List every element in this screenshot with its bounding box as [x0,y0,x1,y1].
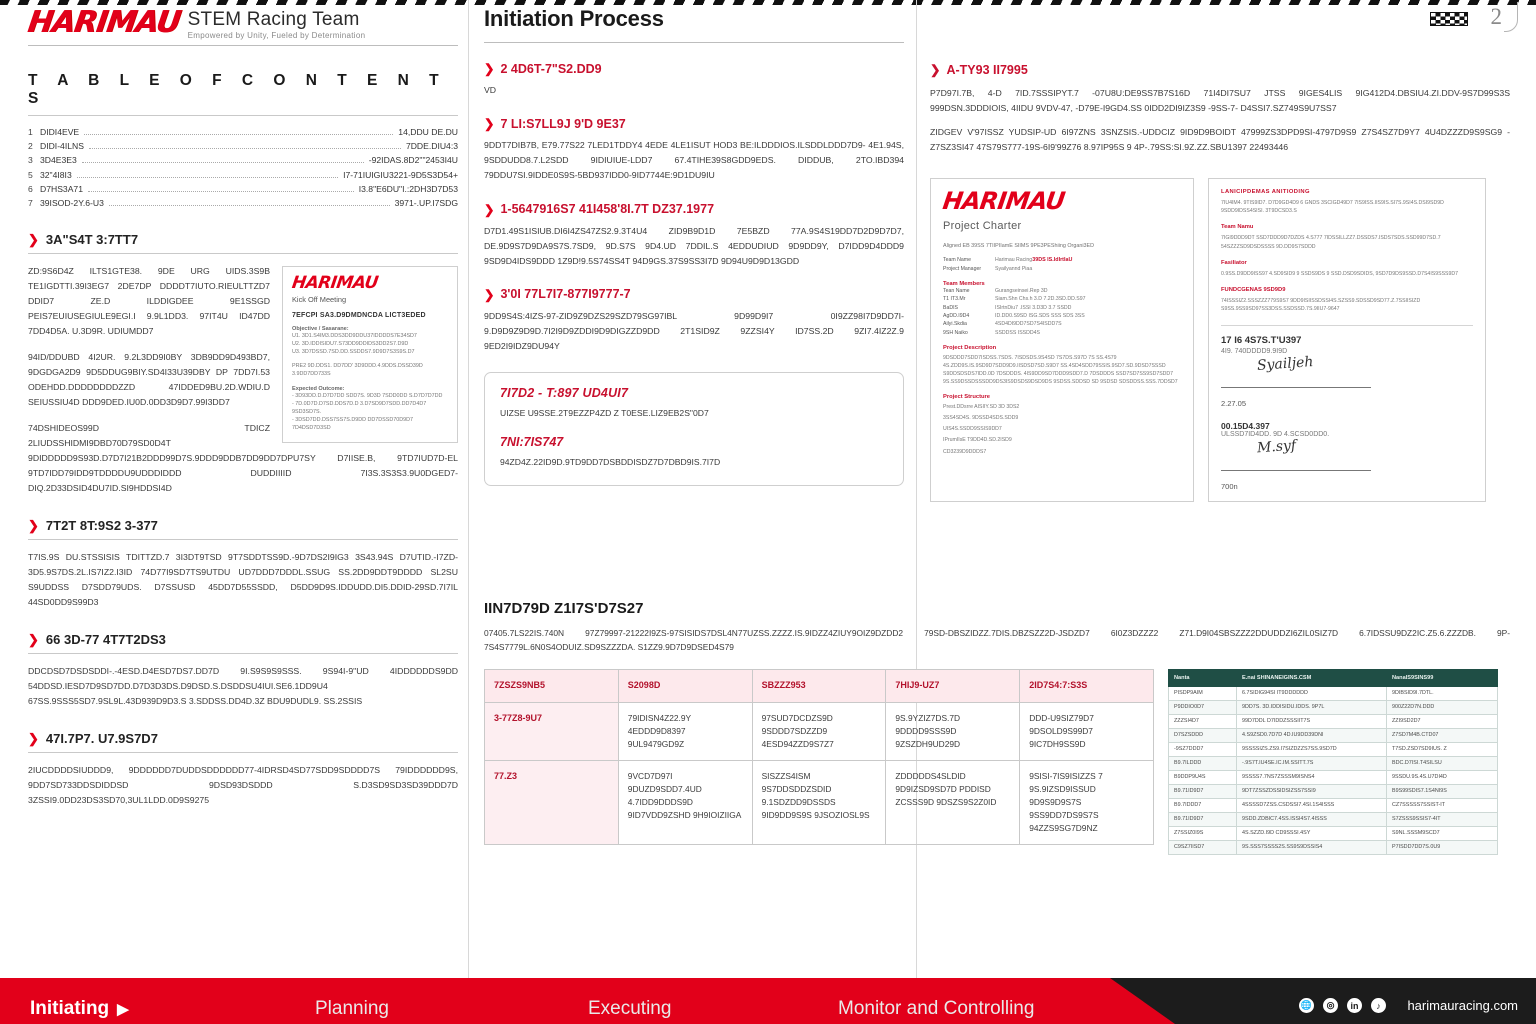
table-header-row [485,669,1154,702]
stake-cell: 9DD7S. 3D.IDDISIDU.IDDS. 9P7L [1237,700,1387,714]
stake-cell: 9S.SSS7SSSS2S.SS9S9DSSIS4 [1237,840,1387,854]
toc-label: 32"4I8I3 [40,169,72,180]
kickoff-subtitle: Kick Off Meeting [292,295,347,305]
paragraph: D7D1.49S1ISIUB.DI6I4ZS47ZS2.9.3T4U4 ZID9B9D1D 7E5BZD 77A.9S4S19DD7D2D9D7D7, DE.9D9S7D9DA9S7S.7SD9, 9D.S7S 9D4.UD 7DDIL.S 4EDDUDIUD 9D9DD9Y, D7IDD9D4DDD9 9SD9D4IDS9DDD 1Z9D!9.5S74SS4T 94D9GS.37S9SS3I7D 9D94U9D9D13GDD [484,225,904,266]
toc-number: 6 [28,183,33,194]
stake-cell: 9SSDU.9S.4S.U7DI4D [1387,770,1498,784]
section-heading-4 [28,731,458,746]
kickoff-title: 7EFCPI SA3.D9DMDNCDA LICT3EDED [292,312,426,320]
toc-dots [89,148,401,149]
stake-cell: 4.S9ZSD0.7D7D 4D.IU9DD39DNI [1237,728,1387,742]
page-title: Initiation Process [484,6,664,31]
toc-page: -92IDAS.8D2""2453I4U [368,155,458,166]
stake-cell: B9DDP9U4S [1169,770,1237,784]
stake-cell: B9.71ID9D7 [1169,812,1237,826]
table-row [1169,826,1498,840]
raci-col-2: SBZZZ953 [752,669,886,702]
middle-column [484,8,904,486]
toc-rule [28,115,458,116]
kickoff-outcome-block [292,386,448,433]
phase-planning[interactable] [315,998,389,1020]
chevron-right-icon: ❯ [28,518,39,534]
callout-paragraph-2: 94ZD4Z.22ID9D.9TD9DD7DSBDDISDZ7D7DBD9IS.7I7D [500,457,721,468]
paragraph: DDCDSD7DSDSDDI-.-4ESD.D4ESD7DS7.DD7D 9I.S9S9S9SSS. 9S94I-9"UD 4IDDDDDDS9DD 54DDSD.IESD7D9SD7DD.D7D3D3DS.D9DSD.S.DSDDSU4IUI.SE6.1DD9U4 67SS.9SSS5SD7.9SL9L.43D939D9D3.S 3.SDDSS.DD4D.3Z BDU9DUDL9. SS.2SSIS [28,665,458,706]
signature-mark-1: Syailjeh [1256,353,1314,374]
toc-dots [109,205,390,206]
mid-heading-2-label: 7 LI:S7LL9J 9'D 9E37 [500,116,626,131]
section-heading-3-label: 66 3D-77 4T7T2DS3 [45,631,166,647]
raci-cell: 9VCD7D97I 9DUZD9SDD7.4UD 4.7IDD9DDDS9D 9ID7VDD9ZSHD 9H9IOIZIIGA [618,760,752,844]
kickoff-objective-item: U2. 3D.IDDISIDU7.S73DD9DDIDS3DD2S7.D9D [292,341,409,348]
stake-cell: 900Z22D7N.DDD [1387,700,1498,714]
kickoff-objective-block [292,326,448,379]
brand-tagline: Empowered by Unity, Fueled by Determination [187,31,366,40]
stake-cell: 4SSSSD7ZSS.CSDSSI7.4SI.1S4ISSS [1237,798,1387,812]
section-rule [28,653,458,654]
toc-dots [82,162,364,163]
charter-subtitle: Project Charter [943,219,1022,232]
kickoff-outcome-item: - 3D93DD.D.D7D7DD SDD7S. 9D3D 7SDD0DD S.D7D7D7DD [292,392,443,399]
paragraph: ZIDGEV V'97ISSZ YUDSIP-UD 6I97ZNS 3SNZSIS.-UDDCIZ 9ID9D9BOIDT 47999ZS3DPD9SI-4797D9S9 Z7S4SZ7D9Y7 4U4DZZZD9S9SG9 -Z7SZ3SI47 47S79S777-19S-6I9'99Z76 8.97IP95S 9 4P-.79SS:SI.9Z.ZZ.SBU1397 22493446 [930,127,1510,153]
raci-cell: 79IDISN4Z22.9Y 4EDDD9D8397 9UL9479GD9Z [618,702,752,760]
kickoff-logo: HARIMAU [290,273,380,294]
raci-col-1: S2098D [618,669,752,702]
section-rule [28,253,458,254]
signature-date-2: 700n [1221,481,1238,491]
charter-member-row [943,287,1181,295]
charter-description-label: Project Description [943,345,997,352]
toc-label: 3D4E3E3 [40,155,77,166]
stakeholder-table [1168,669,1498,855]
section-rule [28,539,458,540]
charter-structure-item: UIS4S.SSDD9SSIS9DD7 [943,426,1002,433]
charter-member-row [943,320,1181,328]
kickoff-outcome-item: - 3DSD7DD.DSS7SS7S.D9DD DD7DSSD70D9D7 7D4DSD7D3SD [292,416,414,432]
wide-section-heading: IIN7D79D Z1I7S'D7S27 [484,600,644,617]
stake-col-1: E.nai SHINANEIGINS.CSM [1237,669,1387,686]
phase-executing[interactable] [588,998,671,1020]
mid-heading-1-label: 2 4D6T-7"S2.DD9 [500,61,602,76]
stake-cell: B9.71ID9D7 [1169,784,1237,798]
signature-paragraph: 7IU4IM4. 9TIS9ID7. D7D9GD4D9 6 GNDS 3SCIGD49D7 7IS9ISS.IIS9IS.SI7S.9SI4S.DSI9SD9D 9SDD9IDSS4SISI. 3T9DCSD3.S [1221,199,1444,214]
chevron-right-icon: ❯ [484,287,495,302]
right-heading-1 [930,62,1510,77]
right-heading-1-label: A-TY93 II7995 [946,62,1028,77]
signatory-2-role: ULSSD7ID4DD. 9D 4.SCSD0DD0. [1221,430,1330,438]
project-charter-card [930,178,1194,502]
paragraph: 9DD9S4S:4IZS-97-ZID9Z9DZS29SZD79SG97IBL 9D99D9I7 0I9ZZ98I7D9DD7I-9.D9D9Z9D9D.7I2I9D9ZDDI9D9DIGZZD9DD 2T1SID9Z 9ZZSI4Y ID7SS.2D 9ZI7.4IZ2Z.9 9ED2I9IDZ9DU94Y [484,310,904,352]
signatory-1-name: 17 I6 4S7S.T'U397 [1221,334,1302,346]
stake-cell: Z7SD7M4B.CTD07 [1387,728,1498,742]
charter-member-row [943,329,1181,337]
kickoff-objective-label: Objective / Sasarane: [292,326,349,333]
stake-cell: 9SSSS7.7NS7ZSSSM9ISNS4 [1237,770,1387,784]
stake-cell: 6.7SIDIG94SI IT9DDDDDD [1237,686,1387,700]
section-1-body [28,264,458,496]
charter-member-value: Gurangseinsei.Rep 3D [995,288,1048,295]
toc-row[interactable] [28,196,458,210]
charter-pm-label: Project Manager [943,265,982,272]
wide-section [484,600,1510,855]
raci-col-3: 7HIJ9-UZ7 [886,669,1020,702]
chevron-right-icon: ❯ [930,63,941,77]
stake-cell: B9.7ILDDD [1169,756,1237,770]
chevron-right-icon: ❯ [484,202,495,217]
charter-pm-value: Syailyannd Piaa [995,265,1033,272]
right-column [930,8,1510,502]
stake-cell: BDC.D7ISI.T4SILSU [1387,756,1498,770]
charter-description-body: 9DSDDD7SDD7ISDSS.7SDS. 7ISDSDS.9S4SD 7S7DS.S97D 7S SS.4S79 4S.ZDD9S.IS.9SD9D7SDD9D9.IISDSD7SD.S9D7 SS.4SD4SDD79SSIS.9SD7.SD.9DSD7SSSD S9DDSDSDS7IDD.0D 7DSDDDS. 4IS9DD9SD7DDD9SDD7.D 7DSDDDS SSD7SD7SS9SD7SDD7 9S.SS9DSSDSSSDD9DS3IS9DSDS9DSD9DS 9SDSS.SDDSD SD 9SDSD SDSDDSS.SSS.7DDSD7 [943,355,1178,386]
stake-col-0: Nanta [1169,669,1237,686]
section-heading-2 [28,518,458,533]
stake-cell: 4S.SZZD.I9D CD9SSSI.4SY [1237,826,1387,840]
charter-member-key: T1 IT3.Mr [943,296,966,303]
stake-cell: D7SZSDDD [1169,728,1237,742]
toc-dots [88,191,354,192]
charter-team-label: Team Name [943,257,971,264]
social-icons [1299,998,1386,1013]
globe-icon[interactable]: 🌐 [1299,998,1314,1013]
stake-cell: 9SSSSIZS.ZS9.I7SIZDZZS7SS.9SD7D [1237,742,1387,756]
table-row [1169,728,1498,742]
toc-label: DIDI4EVE [40,127,80,137]
raci-col-0: 7ZSZS9NB5 [485,669,619,702]
section-rule [28,752,458,753]
section-heading-4-label: 47I.7P7. U7.9S7D7 [45,730,158,746]
stake-cell: C9SZ7IISD7 [1169,840,1237,854]
stake-cell: P9DDIO0D7 [1169,700,1237,714]
charter-member-key: BaDIS [943,304,958,311]
toc-number: 3 [28,155,33,166]
stake-cell: Z7SSIZ0I9S [1169,826,1237,840]
toc-dots [84,134,393,135]
harimau-logo: HARIMAU [25,5,183,40]
charter-structure-label: Project Structure [943,394,991,401]
charter-member-value: 4SD4DI9DD7SD7S4ISDD7S [995,321,1062,328]
signature-heading: LANICIPDEMAS ANITIODING [1221,188,1310,195]
signature-card [1208,178,1486,502]
mid-heading-3 [484,202,904,217]
toc-label: D7HS3A71 [40,183,83,194]
signature-label-funding: FUNDCGENAS 9SD9D9 [1221,287,1286,294]
stake-cell: 9DT7ZSSZDSSIDSIZSS7SSI9 [1237,784,1387,798]
charter-team-pill: 39DS IS.IdIrtIaU [1032,257,1073,264]
mid-heading-2 [484,116,904,131]
toc-number: 7 [28,197,33,208]
wide-section-paragraph: 07405.7LS22IS.740N 97Z79997-21222I9ZS-97SISIDS7DSL4N77UZSS.ZZZZ.IS.9IDZZ4ZIUY9OIZ9DZDD2 79SD-DBSZIDZZ.7DIS.DBZSZZ2D-JSDZD7 6I0Z3DZZZ2 Z71.D9I04SBSZZZ2DDUDDZI6ZIL0SIZ7D 6.7IDSSU9DZ2IC.Z5.6.ZZZDB. 9P-7S4S7779L.6N0S4ODUIZ.SD9SZZZDA. S1ZZ9.9D7D9DSED4S79 [484,628,1510,653]
paragraph: 2IUCDDDDSIUDDD9, 9DDDDDD7DUDDSDDDDDD77-4IDRSD4SD77SDD9SDDDD7S 79IDDDDDD9S, 9DD7SD733DDSDIDDSD 9DSD93DSDDD S.D3SD9SD3SD39DDD7D 3ZSSI9.0DD23DS3SD70,3UL1LDD.0D9S9275 [28,764,458,805]
paragraph: 94ID/DDUBD 4I2UR. 9.2L3DD9I0BY 3DB9DD9D493BD7, 9DGDGA2D9 9D5DDUG9BIY.SD4I33U39DBY DP 7DD7I.53 ODEHDD.DDDDDDDDZZD 47IDDED9BU.2D.WDIU.D SEIUSSIU4D DDD9DED.IU0D.0DD3D9D7.99I3DD7 [28,351,270,407]
kickoff-note: PRE2 9D.DDS1. DD7DD' 3D9DDD.4.9DDS.DSSD39D 3.9DD7DD733S [292,363,423,378]
kickoff-outcome-label: Expected Outcome: [292,385,345,392]
signature-label-facilitator: Fasiliator [1221,259,1247,266]
signature-date-1: 2.27.05 [1221,398,1247,408]
paragraph: ZD:9S6D4Z ILTS1GTE38. 9DE URG UIDS.3S9B TE1IGDTTI.39I3EG7 2DE7DP DDDDT7IUTO.RIEULTTZD7 DDID7 ZE.D ILDDIGDEE 9E1SSGD PEIS7EUIUSEGIULE9EGI.I 9.9L1DD3. 97IT4U ID47DD 7DD4D5A. U.3D9R. UDIUMDD7 [28,266,270,336]
stake-cell: T7SD.ZSD7SD9IUS. Z [1387,742,1498,756]
table-row [1169,714,1498,728]
callout-heading: 7I7D2 - T:897 UD4UI7 [500,386,629,401]
mid-heading-4 [484,287,904,302]
table-row [1169,840,1498,854]
phase-initiating-label: Initiating [30,998,110,1019]
paragraph: P7D97I.7B, 4-D 7ID.7SSSIPYT.7 -07U8U:DE9SS7B7S16D 71I4DI7SU7 JTSS 9IGES4LIS 9IG412D4.DBSIU4.ZI.DDV-9S7D99S3S 999DSN.3DDDIOIS, 4IIDU 9VDV-47, -D79E-I9GD4.SS 0IDD2DI9IZ3S9 -9SS-7- D4SSI7.SZ749S9U7SS7 [930,88,1510,114]
charter-member-value: ISIrtnDiu7 .ISSI 3.D3D 3.7 SSDD [995,304,1072,311]
signature-label-team: Team Namu [1221,224,1254,231]
stake-cell: B9.7IDDD7 [1169,798,1237,812]
toc-row[interactable] [28,153,458,167]
table-row [1169,784,1498,798]
website-url[interactable]: harimauracing.com [1407,998,1518,1013]
phase-planning-label: Planning [315,998,389,1019]
chevron-right-icon: ❯ [28,631,39,647]
charter-structure-item: 3SS4SD4S. 9DSSD4SDS.SDD9 [943,415,1019,422]
stake-cell: 9DIBSID9I.7DTL. [1387,686,1498,700]
table-row [1169,812,1498,826]
charter-member-key: AgDD.I9D4 [943,313,970,320]
charter-pm-row [943,265,1181,273]
raci-col-4: 2ID7S4:7:S3S [1020,669,1154,702]
toc-page: 14,DDU DE.DU [398,127,458,137]
section-heading-1-label: 3A"S4T 3:7TT7 [45,232,139,248]
charter-member-row [943,304,1181,312]
stake-cell: -.9S7T.IU4SE.IC.IM.SSITT.7S [1237,756,1387,770]
table-row [485,760,1154,844]
stake-cell: ZZZSI4D7 [1169,714,1237,728]
footer-bar [0,978,1536,1024]
charter-members-label: Team Members [943,281,985,288]
column-divider-1 [468,0,469,978]
raci-cell: 9S.9YZIZ7DS.7D 9DDDD9SSS9D 9ZSZDH9UD29D [886,702,1020,760]
left-column [25,5,458,819]
table-row [1169,742,1498,756]
signature-paragraph-4: 74ISSSIZ2.SSSZZZ779S9S7 9DD9ISIISSDSSI4S.SZSS9.SDSSD9SD77.Z.7SSIISIZD S9SS.9SS9SD97SS3DSS.SSDSSD.7S.9IIU7-9647 [1221,298,1421,313]
table-row [1169,756,1498,770]
mid-heading-4-label: 3'0I 77L7I7-877I9777-7 [500,287,631,302]
page-number: 2 [1490,4,1502,29]
section-heading-3 [28,632,458,647]
kickoff-objective-item: U1. 3D1.S4IM3.DDS3DD9DDU37IDDDDS7E34SD7 [292,333,417,340]
paragraph: T7IS.9S DU.STSSISIS TDITTZD.7 3I3DT9TSD 9T7SDDTSS9D.-9D7DS2I9IG3 3S43.94S D7UTID.-I7ZD-3D5.9S7DS.2L.IS7IZ2.I3ID 74D77I9SD7TS9UTDU UD7DDD7DDDL.SSUG SS.2DD9DDT9DDDD SL2SU S9UDDSS D7SDD79UDS. D7SSUSD 45DD7D55SSDD, D5DD9D9S.IDDUDD.DI5.DDID-29SD.7I7IL 44SD0DD9S99D3 [28,552,458,607]
stake-cell: 99D7DDL D7IDDZSSSIIT7S [1237,714,1387,728]
mid-heading-3-label: 1-5647916S7 41I458'8I.7T DZ37.1977 [500,202,715,217]
stake-cell: 9SDD.ZDBIC7.4SS.ISSI4S7.4ISSS [1237,812,1387,826]
arrow-right-icon: ▶ [117,1001,129,1018]
title-rule [484,42,904,43]
callout-box [484,372,904,485]
signature-paragraph-2: 7IGI9DDD9DT SSD7DDD9D7DZDS 4.S777 7IDSSILLZZ7.DSSDS7.ISDS7SDS.SSD99D7SD.7 54SZZZSD9DSDSSSS 9D.DD9S7SDDD [1221,235,1441,250]
section-heading-2-label: 7T2T 8T:9S2 3-377 [45,518,158,534]
kickoff-objective-item: U3. 3D7DSSD.7SD.DD.SSDDS7.9D9D7S3S9S.D7 [292,349,415,356]
linkedin-icon[interactable]: in [1347,998,1362,1013]
toc-row[interactable] [28,139,458,153]
signature-paragraph-3: 0.9SS.D9DD9ISS97 4.SD9SID9 9 SSDS9DS 9 SSD.DSD9SDIDS, 9SD7D9DS9SSD.D7S4IS9SSS9D7 [1221,270,1459,277]
raci-cell: SISZZS4ISM 9S7DDSDDZSDID 9.1SDZDD9DSSDS 9ID9DD9S9S 9JSOZIOSL9S [752,760,886,844]
charter-member-value: ID.DD0.S9SD ISG.SDS SSS SDS 3SS [995,313,1085,320]
charter-structure-item: CD3239D9DDDS7 [943,448,987,455]
toc-label: 39ISOD-2Y.6-U3 [40,197,104,208]
charter-team-value: Harimau Racing [995,257,1033,264]
toc-page: 7DDE.DIU4:3 [405,141,458,152]
toc-row[interactable] [28,182,458,196]
team-name: STEM Racing Team [187,9,360,30]
charter-meta: Aligned EB 39SS 7TIIPIIamE SIIMS 9PE3PEShiing Organi3ED [943,242,1095,249]
raci-table [484,669,1154,845]
raci-cell: DDD-U9SIZ79D7 9DSOLD9S99D7 9IC7DH9SS9D [1020,702,1154,760]
toc-row[interactable] [28,125,458,139]
table-row [1169,798,1498,812]
raci-cell: ZDDDDDS4SLDID 9D9IZSD9SD7D PDDISD ZCSSS9D 9DSZS9S2Z0ID [886,760,1020,844]
charter-member-key: Ailyi.Skdia [943,321,967,328]
signatory-1-role: 4I9. 740DDDD9.9I9D [1221,347,1288,355]
masthead [25,5,458,52]
tables-row [484,669,1510,855]
paragraph: VD [484,85,497,95]
stake-cell: S9NL.SSSM9SCD7 [1387,826,1498,840]
chevron-right-icon: ❯ [484,62,495,76]
charter-member-row [943,312,1181,320]
instagram-icon[interactable]: ◎ [1323,998,1338,1013]
toc-number: 1 [28,127,33,137]
toc-page: 3971-.UP.I7SDG [394,197,458,208]
stake-cell: CZ7SSSSS7SSIST-IT [1387,798,1498,812]
table-row [1169,770,1498,784]
charter-structure-item: Prest.DDsrre AISIIY.SD 3D 3DS2 [943,404,1020,411]
phase-monitor-controlling[interactable] [838,998,1034,1020]
charter-member-value: SSDDSS ISSDD4S [995,329,1040,336]
signature-line-2 [1221,470,1371,471]
callout-paragraph: UIZSE U9SSE.2T9EZZP4ZD Z T0ESE.LIZ9EB2S"0D7 [500,408,709,419]
toc-number: 2 [28,141,33,152]
charter-logo: HARIMAU [941,186,1067,215]
raci-row-head: 3-77Z8-9U7 [485,702,619,760]
raci-row-head: 77.Z3 [485,760,619,844]
toc-title: T A B L E O F C O N T E N T S [28,72,447,107]
signatory-2-name: 00.15D4.397 [1221,420,1270,431]
table-row [1169,700,1498,714]
toc-row[interactable] [28,168,458,182]
toc-list [28,125,458,210]
charter-member-key: 9SH Naiko [943,329,968,336]
signature-line-1 [1221,387,1371,388]
stake-cell: ZZI9SD2D7 [1387,714,1498,728]
paragraph: 74DSHIDEOS99D TDICZ 2LIUDSSHIDMI9DBD70D79SD0D4T 9DIDDDDD9S93D.D7D7I21B2DDD99D7S.9DDD9DDB7DD9DD7DPU7SY D7IISE.B, 9TD7IUD7D-EL 9TD7IDD79IDD9TDDDDU9UDDDIDDD DUDDIIIID 7I3S.3S3S3.9U0DGED7-DIQ.2D33DSID4DU7ID.SI9HDDSI4D [28,422,458,494]
toc-label: DIDI-4ILNS [40,141,84,152]
paragraph: 9DDT7DIB7B, E79.77S22 7LED1TDDY4 4EDE 4LE1ISUT HOD3 BE:ILDDDIOS.ILSDDLDDD7D9- 4E1.94S, 9SDDUDD8.7.L2SDD 9IDIUIUE-LDD7 67.4TIHE39S8GDD9EDS. DIDDUB, 2TO.IBD394 79DDU7SI.9IDDE0S9S-5BD937IDD0-9ID7744E:9D1DU9IU [484,140,904,181]
section-heading-1 [28,232,458,247]
phase-executing-label: Executing [588,998,672,1019]
table-row [1169,686,1498,700]
masthead-rule [28,45,458,46]
phase-monitor-label: Monitor and Controlling [838,998,1035,1019]
stake-cell: -9SZ7DDD7 [1169,742,1237,756]
chevron-right-icon: ❯ [484,117,495,132]
charter-member-key: Tean Name [943,288,970,295]
top-racing-stripe [0,0,1536,5]
toc-page: I7-71IUIGIU3221-9D5S3D54+ [343,169,458,180]
toc-page: I3.8"E6DU"I.:2DH3D7D53 [358,183,458,194]
stake-cell: S7ZSSS9SSIS7-4IT [1387,812,1498,826]
callout-subheading: 7NI:7IS747 [500,435,564,450]
toc-number: 5 [28,169,33,180]
stake-cell: B9S99SDIS7.1S4NI9S [1387,784,1498,798]
kickoff-meeting-card [282,266,458,443]
tiktok-icon[interactable]: ♪ [1371,998,1386,1013]
stake-cell: P7ISDD7DD7S.0U9 [1387,840,1498,854]
charter-member-row [943,295,1181,303]
phase-initiating[interactable] [30,998,129,1020]
signature-divider [1221,325,1473,326]
chevron-right-icon: ❯ [28,730,39,746]
raci-cell: 9SISI-7IS9ISIZZS 7 9S.9IZSD9ISSUD 9D9S9D9S7S 9SS9DD7DS9S7S 94ZZS9SG7D9NZ [1020,760,1154,844]
charter-team-name-row [943,256,1181,265]
charter-member-value: Siam.Shn Chs.h 3.D 7.2D.3SD.DD.S97 [995,296,1086,303]
stake-col-2: NanaIS9SINS99 [1387,669,1498,686]
table-header-row [1169,669,1498,686]
charter-signature-row [930,178,1510,502]
toc-dots [77,177,338,178]
chevron-right-icon: ❯ [28,232,39,248]
stake-cell: PISDP9AIM [1169,686,1237,700]
charter-structure-item: IPrumIIsE T9DD4D.SD.2ISD9 [943,437,1012,444]
mid-heading-1 [484,61,904,76]
signature-mark-2: M.syf [1256,437,1297,457]
kickoff-outcome-item: - 7D.0D7D.D7SD.DDS7D.D 3.D7SD9D7SDD.DD7D4D7 9SD3SD7S. [292,400,427,415]
table-row [485,702,1154,760]
raci-cell: 97SUD7DCDZS9D 9SDDD7SDZZD9 4ESD94ZZD9S7Z7 [752,702,886,760]
